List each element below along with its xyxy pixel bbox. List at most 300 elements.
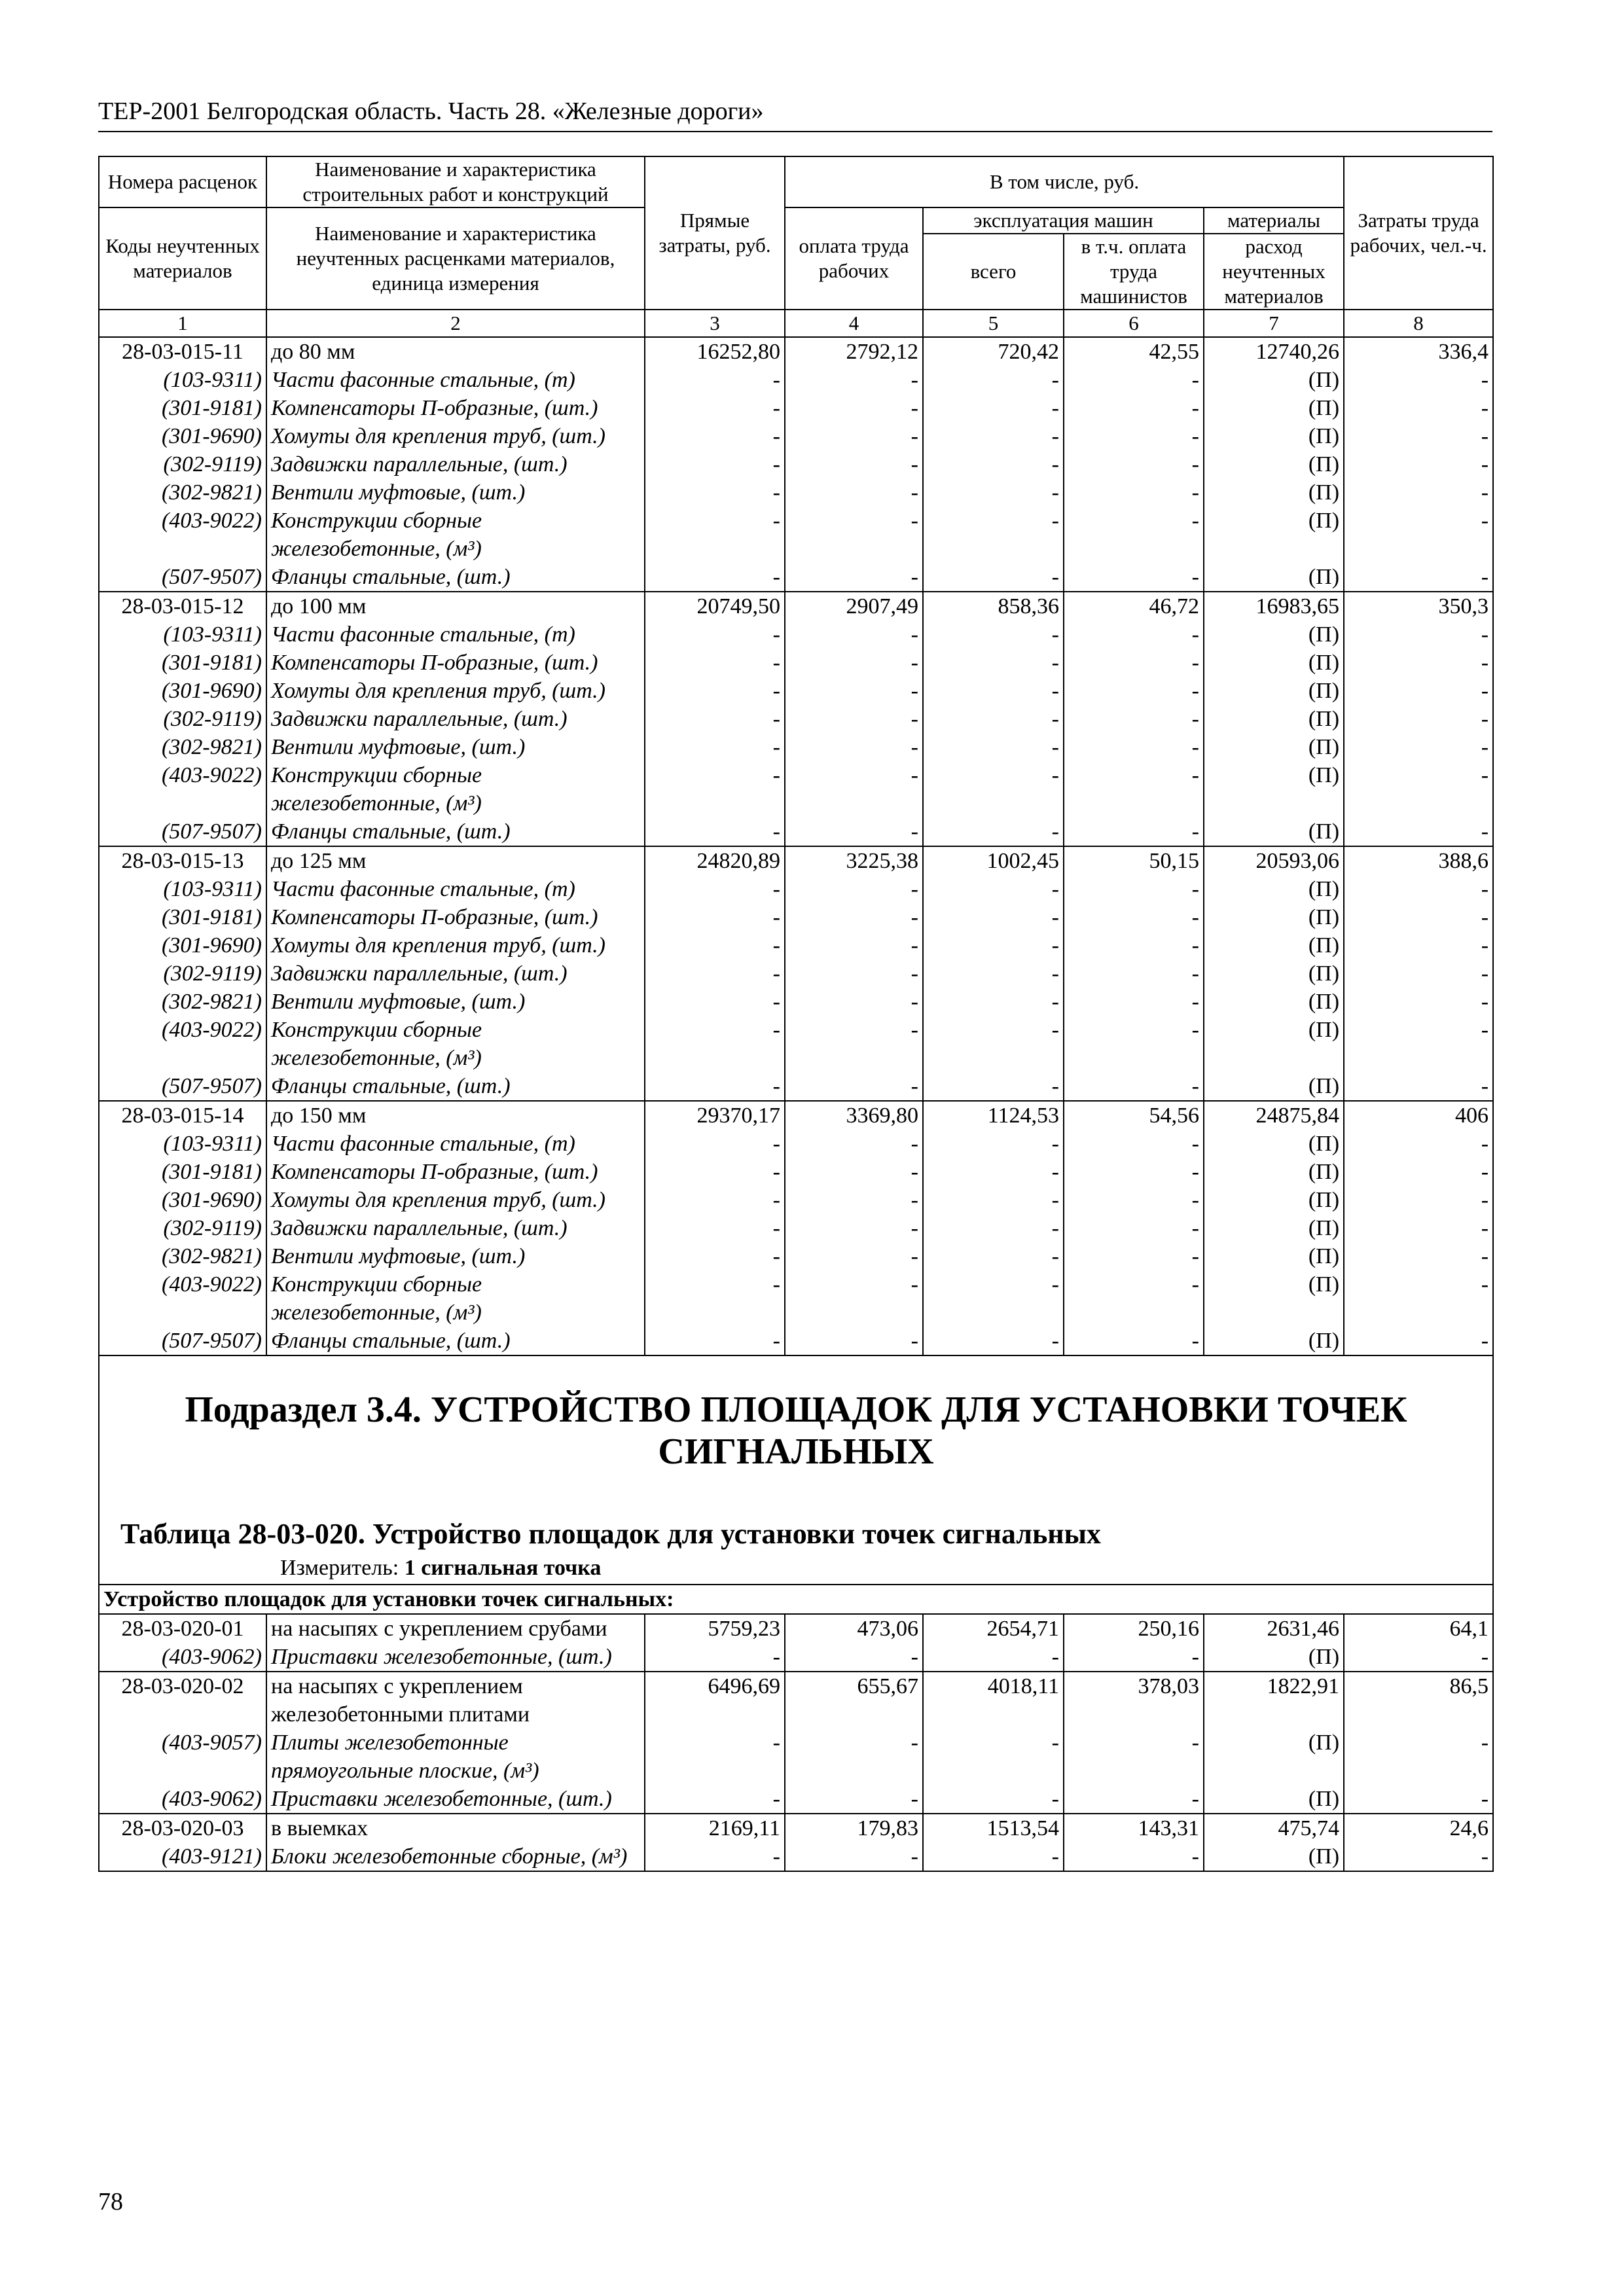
direct-cost: - <box>645 1242 785 1270</box>
labor-pay: - <box>785 817 923 846</box>
direct-cost: - <box>645 761 785 817</box>
material-row <box>99 394 1493 422</box>
machinists-pay: - <box>1064 817 1204 846</box>
col4-header: оплата труда рабочих <box>785 207 923 310</box>
machines-total: - <box>923 931 1064 960</box>
machinists-pay: - <box>1064 450 1204 478</box>
material-row <box>99 1327 1493 1355</box>
col6-header: в т.ч. оплата труда машинистов <box>1064 234 1204 310</box>
material-code: (403-9057) <box>99 1729 266 1785</box>
machines-total: - <box>923 1270 1064 1327</box>
rate-name: до 125 мм <box>266 846 645 875</box>
materials-cost: (П) <box>1204 1643 1344 1672</box>
material-code: (302-9119) <box>99 960 266 988</box>
materials-cost: (П) <box>1204 960 1344 988</box>
labor-hours: - <box>1344 988 1493 1016</box>
materials-cost: (П) <box>1204 1242 1344 1270</box>
rate-name: на насыпях с укреплением срубами <box>266 1614 645 1643</box>
labor-pay: - <box>785 1130 923 1158</box>
material-name: Конструкции сборные железобетонные, (м³) <box>266 1270 645 1327</box>
direct-cost: 29370,17 <box>645 1101 785 1130</box>
labor-pay: - <box>785 1158 923 1186</box>
col-number: 8 <box>1344 310 1493 337</box>
machinists-pay: - <box>1064 620 1204 649</box>
direct-cost: - <box>645 1158 785 1186</box>
machines-total: - <box>923 817 1064 846</box>
materials-cost: 12740,26 <box>1204 337 1344 366</box>
material-row <box>99 1643 1493 1672</box>
direct-cost: - <box>645 875 785 903</box>
material-code: (301-9181) <box>99 394 266 422</box>
machines-total: - <box>923 620 1064 649</box>
labor-hours: - <box>1344 422 1493 450</box>
materials-cost: (П) <box>1204 875 1344 903</box>
materials-cost: 24875,84 <box>1204 1101 1344 1130</box>
material-name: Блоки железобетонные сборные, (м³) <box>266 1842 645 1871</box>
material-code: (507-9507) <box>99 563 266 592</box>
material-row <box>99 478 1493 507</box>
col2-top-header: Наименование и характеристика строительных работ и конструкций <box>266 156 645 207</box>
material-row <box>99 988 1493 1016</box>
material-row <box>99 1785 1493 1814</box>
material-row <box>99 563 1493 592</box>
material-row <box>99 507 1493 563</box>
material-code: (507-9507) <box>99 1327 266 1355</box>
direct-cost: - <box>645 1214 785 1242</box>
material-code: (301-9181) <box>99 903 266 931</box>
labor-hours: - <box>1344 733 1493 761</box>
machines-total: - <box>923 649 1064 677</box>
material-name: Задвижки параллельные, (шт.) <box>266 1214 645 1242</box>
materials-cost: (П) <box>1204 563 1344 592</box>
col-number: 7 <box>1204 310 1344 337</box>
materials-cost: (П) <box>1204 761 1344 817</box>
direct-cost: - <box>645 450 785 478</box>
machinists-pay: 42,55 <box>1064 337 1204 366</box>
labor-hours: - <box>1344 1785 1493 1814</box>
machinists-pay: - <box>1064 1158 1204 1186</box>
materials-cost: (П) <box>1204 1214 1344 1242</box>
labor-pay: - <box>785 620 923 649</box>
labor-hours: - <box>1344 366 1493 394</box>
table-title: Таблица 28-03-020. Устройство площадок для установки точек сигнальных <box>120 1518 1101 1550</box>
material-row <box>99 620 1493 649</box>
direct-cost: - <box>645 817 785 846</box>
labor-pay: - <box>785 563 923 592</box>
labor-hours: - <box>1344 450 1493 478</box>
material-row <box>99 875 1493 903</box>
rate-row <box>99 592 1493 620</box>
material-row <box>99 1270 1493 1327</box>
direct-cost: - <box>645 563 785 592</box>
machinists-pay: - <box>1064 478 1204 507</box>
labor-pay: 179,83 <box>785 1814 923 1842</box>
materials-cost: (П) <box>1204 478 1344 507</box>
material-name: Фланцы стальные, (шт.) <box>266 563 645 592</box>
materials-cost: 16983,65 <box>1204 592 1344 620</box>
materials-cost: (П) <box>1204 1785 1344 1814</box>
material-name: Части фасонные стальные, (т) <box>266 875 645 903</box>
materials-cost: (П) <box>1204 988 1344 1016</box>
machines-total: - <box>923 1643 1064 1672</box>
rate-name: на насыпях с укреплением железобетонными плитами <box>266 1672 645 1729</box>
material-row <box>99 705 1493 733</box>
machines-total: - <box>923 761 1064 817</box>
material-code: (103-9311) <box>99 366 266 394</box>
rate-name: до 80 мм <box>266 337 645 366</box>
material-name: Задвижки параллельные, (шт.) <box>266 705 645 733</box>
header-rule <box>98 131 1492 132</box>
machinists-pay: - <box>1064 422 1204 450</box>
material-row <box>99 677 1493 705</box>
material-code: (301-9181) <box>99 649 266 677</box>
labor-pay: - <box>785 1842 923 1871</box>
materials-cost: (П) <box>1204 1186 1344 1214</box>
machines-total: - <box>923 988 1064 1016</box>
machinists-pay: - <box>1064 875 1204 903</box>
machinists-pay: - <box>1064 1214 1204 1242</box>
rate-name: до 100 мм <box>266 592 645 620</box>
materials-cost: (П) <box>1204 366 1344 394</box>
machines-total: - <box>923 705 1064 733</box>
material-code: (403-9022) <box>99 507 266 563</box>
labor-hours: - <box>1344 875 1493 903</box>
material-name: Приставки железобетонные, (шт.) <box>266 1643 645 1672</box>
material-code: (302-9821) <box>99 733 266 761</box>
machines-total: 1124,53 <box>923 1101 1064 1130</box>
material-row <box>99 1016 1493 1072</box>
material-name: Хомуты для крепления труб, (шт.) <box>266 931 645 960</box>
labor-hours: - <box>1344 478 1493 507</box>
labor-hours: 24,6 <box>1344 1814 1493 1842</box>
material-name: Фланцы стальные, (шт.) <box>266 1072 645 1101</box>
direct-cost: - <box>645 1130 785 1158</box>
labor-hours: - <box>1344 620 1493 649</box>
labor-pay: - <box>785 761 923 817</box>
machinists-pay: 143,31 <box>1064 1814 1204 1842</box>
material-name: Части фасонные стальные, (т) <box>266 1130 645 1158</box>
direct-cost: - <box>645 960 785 988</box>
labor-hours: - <box>1344 394 1493 422</box>
material-code: (403-9022) <box>99 1016 266 1072</box>
material-row <box>99 366 1493 394</box>
rate-code: 28-03-020-03 <box>99 1814 266 1842</box>
materials-cost: (П) <box>1204 507 1344 563</box>
labor-pay: - <box>785 875 923 903</box>
material-code: (103-9311) <box>99 1130 266 1158</box>
labor-pay: 3225,38 <box>785 846 923 875</box>
labor-hours: - <box>1344 817 1493 846</box>
labor-hours: - <box>1344 1270 1493 1327</box>
col-number: 5 <box>923 310 1064 337</box>
machines-total: 858,36 <box>923 592 1064 620</box>
labor-pay: - <box>785 733 923 761</box>
labor-pay: - <box>785 1242 923 1270</box>
rate-code: 28-03-015-11 <box>99 337 266 366</box>
material-row <box>99 1842 1493 1871</box>
machinists-pay: 46,72 <box>1064 592 1204 620</box>
material-name: Части фасонные стальные, (т) <box>266 620 645 649</box>
rate-code: 28-03-015-13 <box>99 846 266 875</box>
col8-header: Затраты труда рабочих, чел.-ч. <box>1344 156 1493 310</box>
material-name: Фланцы стальные, (шт.) <box>266 1327 645 1355</box>
labor-pay: - <box>785 1785 923 1814</box>
rate-row <box>99 1672 1493 1729</box>
direct-cost: 6496,69 <box>645 1672 785 1729</box>
labor-hours: - <box>1344 1016 1493 1072</box>
materials-cost: (П) <box>1204 1270 1344 1327</box>
measure-label: Измеритель: <box>280 1556 405 1580</box>
material-code: (302-9119) <box>99 450 266 478</box>
direct-cost: - <box>645 649 785 677</box>
machines-total: - <box>923 1242 1064 1270</box>
labor-pay: - <box>785 1729 923 1785</box>
material-code: (403-9062) <box>99 1785 266 1814</box>
machines-total: - <box>923 1214 1064 1242</box>
machines-total: - <box>923 478 1064 507</box>
labor-pay: 2907,49 <box>785 592 923 620</box>
rate-code: 28-03-015-12 <box>99 592 266 620</box>
labor-pay: - <box>785 1214 923 1242</box>
direct-cost: - <box>645 1016 785 1072</box>
machinists-pay: - <box>1064 903 1204 931</box>
rate-name: в выемках <box>266 1814 645 1842</box>
labor-pay: - <box>785 1186 923 1214</box>
rate-row <box>99 337 1493 366</box>
labor-pay: - <box>785 422 923 450</box>
materials-cost: (П) <box>1204 1729 1344 1785</box>
table-body-platforms <box>99 1614 1493 1871</box>
machines-total: - <box>923 563 1064 592</box>
machinists-pay: 50,15 <box>1064 846 1204 875</box>
direct-cost: - <box>645 705 785 733</box>
machines-total: - <box>923 733 1064 761</box>
direct-cost: - <box>645 394 785 422</box>
machinists-pay: - <box>1064 1186 1204 1214</box>
labor-hours: 336,4 <box>1344 337 1493 366</box>
material-code: (301-9690) <box>99 931 266 960</box>
direct-cost: - <box>645 1270 785 1327</box>
machines-total: - <box>923 1785 1064 1814</box>
machines-total: - <box>923 875 1064 903</box>
materials-cost: (П) <box>1204 450 1344 478</box>
machinists-pay: - <box>1064 1729 1204 1785</box>
rate-code: 28-03-020-01 <box>99 1614 266 1643</box>
col3-header: Прямые затраты, руб. <box>645 156 785 310</box>
machines-total: - <box>923 366 1064 394</box>
materials-header: материалы <box>1204 207 1344 234</box>
machinists-pay: - <box>1064 1130 1204 1158</box>
direct-cost: - <box>645 988 785 1016</box>
material-name: Плиты железобетонные прямоугольные плоские, (м³) <box>266 1729 645 1785</box>
material-code: (507-9507) <box>99 817 266 846</box>
machinists-pay: - <box>1064 394 1204 422</box>
labor-pay: - <box>785 960 923 988</box>
labor-pay: - <box>785 394 923 422</box>
labor-hours: - <box>1344 1186 1493 1214</box>
direct-cost: - <box>645 931 785 960</box>
machines-total: - <box>923 1729 1064 1785</box>
material-name: Хомуты для крепления труб, (шт.) <box>266 422 645 450</box>
labor-hours: - <box>1344 705 1493 733</box>
labor-pay: - <box>785 1270 923 1327</box>
machines-total: - <box>923 1158 1064 1186</box>
direct-cost: - <box>645 903 785 931</box>
col-number: 4 <box>785 310 923 337</box>
rate-row <box>99 1614 1493 1643</box>
col7-header: расход неучтенных материалов <box>1204 234 1344 310</box>
materials-cost: 2631,46 <box>1204 1614 1344 1643</box>
direct-cost: - <box>645 1327 785 1355</box>
material-name: Вентили муфтовые, (шт.) <box>266 1242 645 1270</box>
labor-pay: - <box>785 677 923 705</box>
machines-total: 1513,54 <box>923 1814 1064 1842</box>
labor-pay: - <box>785 450 923 478</box>
material-name: Части фасонные стальные, (т) <box>266 366 645 394</box>
machinists-pay: - <box>1064 733 1204 761</box>
material-code: (301-9690) <box>99 422 266 450</box>
labor-hours: - <box>1344 1158 1493 1186</box>
materials-cost: (П) <box>1204 1158 1344 1186</box>
materials-cost: (П) <box>1204 649 1344 677</box>
machines-total: - <box>923 1130 1064 1158</box>
col1-top-header: Номера расценок <box>99 156 266 207</box>
machinists-pay: 250,16 <box>1064 1614 1204 1643</box>
material-name: Вентили муфтовые, (шт.) <box>266 733 645 761</box>
labor-hours: - <box>1344 649 1493 677</box>
materials-cost: (П) <box>1204 1327 1344 1355</box>
machines-total: - <box>923 677 1064 705</box>
machines-total: - <box>923 394 1064 422</box>
col5-header: всего <box>923 234 1064 310</box>
material-row <box>99 1214 1493 1242</box>
material-name: Компенсаторы П-образные, (шт.) <box>266 1158 645 1186</box>
machinists-pay: - <box>1064 988 1204 1016</box>
machines-total: 2654,71 <box>923 1614 1064 1643</box>
machines-total: - <box>923 1842 1064 1871</box>
material-name: Конструкции сборные железобетонные, (м³) <box>266 507 645 563</box>
material-code: (301-9181) <box>99 1158 266 1186</box>
material-name: Задвижки параллельные, (шт.) <box>266 450 645 478</box>
material-code: (302-9119) <box>99 705 266 733</box>
rate-row <box>99 1101 1493 1130</box>
rate-row <box>99 846 1493 875</box>
col2-bottom-header: Наименование и характеристика неучтенных расценками материалов, единица измерения <box>266 207 645 310</box>
labor-hours: 86,5 <box>1344 1672 1493 1729</box>
machinists-pay: - <box>1064 1072 1204 1101</box>
labor-hours: - <box>1344 1214 1493 1242</box>
materials-cost: (П) <box>1204 620 1344 649</box>
machines-total: 720,42 <box>923 337 1064 366</box>
material-row <box>99 422 1493 450</box>
labor-hours: - <box>1344 1842 1493 1871</box>
direct-cost: - <box>645 1072 785 1101</box>
direct-cost: - <box>645 1842 785 1871</box>
materials-cost: (П) <box>1204 817 1344 846</box>
material-code: (302-9821) <box>99 478 266 507</box>
labor-pay: - <box>785 649 923 677</box>
labor-pay: 655,67 <box>785 1672 923 1729</box>
material-code: (103-9311) <box>99 875 266 903</box>
machinists-pay: - <box>1064 677 1204 705</box>
machinists-pay: - <box>1064 931 1204 960</box>
materials-cost: (П) <box>1204 931 1344 960</box>
materials-cost: (П) <box>1204 705 1344 733</box>
section-block <box>99 1355 1493 1614</box>
materials-cost: (П) <box>1204 733 1344 761</box>
labor-pay: - <box>785 507 923 563</box>
col-number: 3 <box>645 310 785 337</box>
machines-total: - <box>923 960 1064 988</box>
materials-cost: (П) <box>1204 1072 1344 1101</box>
machines-total: - <box>923 1072 1064 1101</box>
labor-pay: - <box>785 705 923 733</box>
material-row <box>99 649 1493 677</box>
labor-pay: - <box>785 1643 923 1672</box>
direct-cost: - <box>645 733 785 761</box>
labor-hours: - <box>1344 1327 1493 1355</box>
material-code: (301-9690) <box>99 1186 266 1214</box>
labor-hours: 64,1 <box>1344 1614 1493 1643</box>
material-name: Компенсаторы П-образные, (шт.) <box>266 649 645 677</box>
materials-cost: (П) <box>1204 1130 1344 1158</box>
direct-cost: - <box>645 366 785 394</box>
machines-total: 1002,45 <box>923 846 1064 875</box>
machines-total: - <box>923 1186 1064 1214</box>
rate-code: 28-03-015-14 <box>99 1101 266 1130</box>
rate-row <box>99 1814 1493 1842</box>
machinists-pay: - <box>1064 563 1204 592</box>
machines-total: - <box>923 903 1064 931</box>
materials-cost: (П) <box>1204 903 1344 931</box>
labor-hours: - <box>1344 1242 1493 1270</box>
machinists-pay: - <box>1064 1327 1204 1355</box>
material-row <box>99 733 1493 761</box>
direct-cost: 24820,89 <box>645 846 785 875</box>
labor-hours: - <box>1344 1729 1493 1785</box>
labor-pay: - <box>785 1016 923 1072</box>
direct-cost: 2169,11 <box>645 1814 785 1842</box>
machines-total: - <box>923 422 1064 450</box>
labor-pay: - <box>785 988 923 1016</box>
direct-cost: 20749,50 <box>645 592 785 620</box>
material-row <box>99 1186 1493 1214</box>
material-code: (403-9062) <box>99 1643 266 1672</box>
material-name: Компенсаторы П-образные, (шт.) <box>266 394 645 422</box>
material-row <box>99 1072 1493 1101</box>
labor-pay: - <box>785 931 923 960</box>
labor-pay: 2792,12 <box>785 337 923 366</box>
machines-total: - <box>923 507 1064 563</box>
material-code: (403-9121) <box>99 1842 266 1871</box>
labor-hours: - <box>1344 761 1493 817</box>
materials-cost: (П) <box>1204 677 1344 705</box>
page-number: 78 <box>98 2188 123 2215</box>
direct-cost: - <box>645 422 785 450</box>
rates-table <box>98 156 1494 1872</box>
labor-pay: 473,06 <box>785 1614 923 1643</box>
material-row <box>99 450 1493 478</box>
material-name: Конструкции сборные железобетонные, (м³) <box>266 1016 645 1072</box>
labor-hours: 388,6 <box>1344 846 1493 875</box>
material-code: (302-9119) <box>99 1214 266 1242</box>
material-code: (302-9821) <box>99 1242 266 1270</box>
machines-total: - <box>923 1327 1064 1355</box>
col1-bottom-header: Коды неучтенных материалов <box>99 207 266 310</box>
labor-hours: - <box>1344 960 1493 988</box>
material-row <box>99 903 1493 931</box>
labor-hours: - <box>1344 677 1493 705</box>
